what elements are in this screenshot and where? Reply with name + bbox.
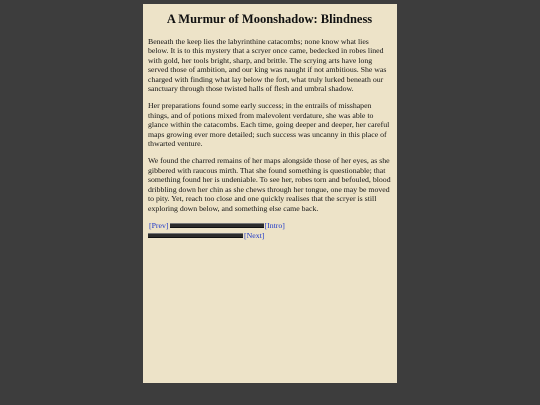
prev-link[interactable]: [Prev] [149, 220, 169, 230]
paragraph-1: Beneath the keep lies the labyrinthine catacombs; none know what lies below. It is to this mystery that a scryer once came, bedecked in robes lined with gold, her tools bright, sharp, and brittle. The scrying arts have long served those of ambition, and our king was naught if not ambitious. She was charged with finding what lay below the fort, what truly lurked beneath our sanctuary through those twisted halls of flesh and umbral shadow. [148, 37, 387, 94]
navigation [148, 221, 391, 241]
document-page [143, 4, 397, 383]
page-title: A Murmur of Moonshadow: Blindness [166, 12, 373, 26]
nav-row-bottom [148, 231, 391, 241]
intro-link[interactable]: [Intro] [264, 220, 285, 230]
nav-row-top [148, 221, 391, 231]
next-link[interactable]: [Next] [244, 230, 265, 240]
paragraph-3: We found the charred remains of her maps alongside those of her eyes, as she gibbered with raucous mirth. That she found something is questionable; that something found her is undeniable. To see her, robes torn and befouled, blood dribbling down her chin as she chews through her tongue, one may be moved to pity. Yet, reach too close and one quickly realises that the scryer is still exploring down below, and something else came back. [148, 156, 391, 213]
paragraph-2: Her preparations found some early success; in the entrails of misshapen things, and of potions mixed from malevolent verdature, she was able to glance within the catacombs. Each time, going deeper and deeper, her careful maps growing ever more detailed; such success was uncanny in this place of thwarted venture. [148, 101, 390, 149]
divider-bar [148, 233, 243, 238]
divider-bar [170, 223, 264, 228]
